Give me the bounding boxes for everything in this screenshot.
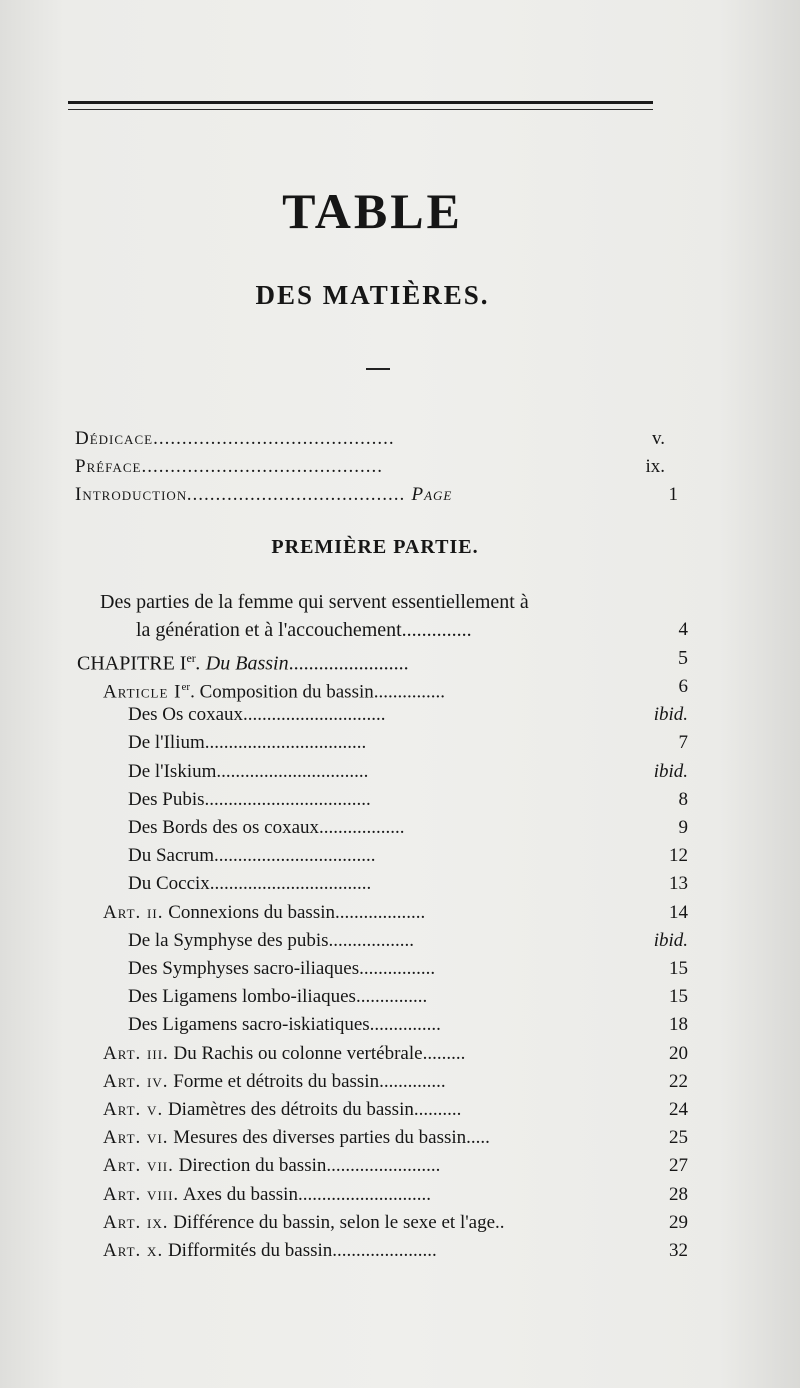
toc-page-number: 4 <box>678 619 688 640</box>
toc-entry-label: Forme et détroits du bassin.............. <box>168 1071 446 1092</box>
toc-entry-prefix: Article I <box>103 681 182 703</box>
toc-entry-label: De l'Iskium................................ <box>128 761 369 782</box>
toc-entry-label: Difformités du bassin...................... <box>163 1240 437 1261</box>
toc-entry <box>0 1011 800 1039</box>
toc-entry <box>0 786 800 814</box>
toc-entry <box>0 701 800 729</box>
toc-page-number: v. <box>651 428 665 449</box>
chapter-label: CHAPITRE I <box>77 652 187 675</box>
toc-entry-dedicace <box>0 425 800 453</box>
toc-page-number: 28 <box>669 1184 688 1205</box>
toc-entry <box>0 1068 800 1096</box>
toc-entry <box>0 1152 800 1180</box>
toc-page-number: 15 <box>669 986 688 1007</box>
toc-entry-prefix: Art. v. <box>103 1099 164 1120</box>
toc-entry-prefix-sup: er <box>181 681 191 693</box>
toc-entry-label: Mesures des diverses parties du bassin..... <box>168 1127 490 1148</box>
chapter-label-sup: er <box>186 651 196 665</box>
toc-page-number: 6 <box>678 676 688 697</box>
toc-entry <box>0 1237 800 1265</box>
toc-entry <box>0 983 800 1011</box>
toc-entry-label: Du Sacrum.................................. <box>128 845 376 866</box>
toc-page-number: ibid. <box>653 930 688 951</box>
toc-page-number: 1 <box>668 484 678 505</box>
toc-page-number: 25 <box>669 1127 688 1148</box>
toc-entry-prefix: Art. viii. <box>103 1184 180 1205</box>
toc-entry <box>0 899 800 927</box>
toc-entry <box>0 1181 800 1209</box>
toc-entry-label: Connexions du bassin................... <box>163 902 426 923</box>
toc-entry-label: Direction du bassin........................ <box>173 1155 441 1176</box>
chapter-title: . Du Bassin <box>195 652 289 675</box>
toc-page-number: ibid. <box>653 761 688 782</box>
toc-entry-label: Des Symphyses sacro-iliaques................ <box>128 958 436 979</box>
toc-entry-label: Du Coccix.................................. <box>128 873 372 894</box>
toc-entry <box>0 842 800 870</box>
toc-entry-prefix: Art. iv. <box>103 1071 169 1092</box>
toc-page-number: 8 <box>678 789 688 810</box>
page-title: TABLE <box>282 183 463 239</box>
toc-page-number: 24 <box>669 1099 688 1120</box>
toc-entry <box>0 673 800 701</box>
toc-page-number: 13 <box>669 873 688 894</box>
toc-entry-label: Des Bords des os coxaux.................. <box>128 817 405 838</box>
toc-page-number: 5 <box>678 647 688 669</box>
toc-page-number: 32 <box>669 1240 688 1261</box>
toc-page-number: 9 <box>678 817 688 838</box>
part-intro-line-2: la génération et à l'accouchement.............. <box>136 619 472 641</box>
toc-entry <box>0 1040 800 1068</box>
toc-page-number: 12 <box>669 845 688 866</box>
toc-entry-label: Différence du bassin, selon le sexe et l'age.. <box>168 1212 505 1233</box>
toc-entry-label: Du Rachis ou colonne vertébrale......... <box>168 1043 466 1064</box>
toc-page-number: ix. <box>645 456 665 477</box>
title-separator <box>366 368 390 370</box>
toc-entry-label: Axes du bassin............................ <box>179 1184 431 1205</box>
toc-chapter <box>0 644 800 675</box>
toc-entry <box>0 955 800 983</box>
toc-leaders: .......................................... <box>153 428 395 449</box>
toc-entry-label: Des Ligamens lombo-iliaques............... <box>128 986 428 1007</box>
toc-page-number: 14 <box>669 902 688 923</box>
toc-entry-prefix: Art. ii. <box>103 902 164 923</box>
toc-entry-label: Diamètres des détroits du bassin.......... <box>163 1099 462 1120</box>
toc-entry-label: . Composition du bassin............... <box>190 681 445 703</box>
toc-entry-prefix: Art. vii. <box>103 1155 174 1176</box>
toc-page-number: 15 <box>669 958 688 979</box>
toc-entry <box>0 1209 800 1237</box>
toc-page-number: 27 <box>669 1155 688 1176</box>
toc-entry-prefix: Art. x. <box>103 1240 164 1261</box>
toc-entry <box>0 758 800 786</box>
toc-entry-label: Dédicace <box>75 428 154 449</box>
toc-leaders: .......................................... <box>141 456 383 477</box>
toc-entry-preface <box>0 453 800 481</box>
toc-entry <box>0 729 800 757</box>
toc-entry-introduction <box>0 481 800 509</box>
toc-leaders: ...................................... Page <box>187 484 453 505</box>
toc-entry-label: Introduction <box>75 484 188 505</box>
page-subtitle: DES MATIÈRES. <box>255 280 490 310</box>
toc-page-number: 18 <box>669 1014 688 1035</box>
toc-entry <box>0 1124 800 1152</box>
toc-entry <box>0 1096 800 1124</box>
toc-page-number: 20 <box>669 1043 688 1064</box>
toc-leaders: ........................ <box>288 652 409 675</box>
toc-page-number: 29 <box>669 1212 688 1233</box>
toc-page-number: 7 <box>678 732 688 753</box>
toc-entry-label: Préface <box>75 456 142 477</box>
toc-page-number: ibid. <box>653 704 688 725</box>
header-double-rule <box>68 101 653 104</box>
toc-entry-label: De la Symphyse des pubis.................. <box>128 930 415 951</box>
toc-entry-prefix: Art. iii. <box>103 1043 169 1064</box>
part-heading: PREMIÈRE PARTIE. <box>271 536 479 558</box>
part-intro-line-1: Des parties de la femme qui servent essentiellement à <box>100 591 529 613</box>
toc-entry-label: De l'Ilium.................................. <box>128 732 367 753</box>
toc-entry-prefix: Art. ix. <box>103 1212 169 1233</box>
toc-entry-label: Des Pubis................................... <box>128 789 371 810</box>
toc-entry-label: Des Os coxaux.............................. <box>128 704 386 725</box>
toc-entry <box>0 927 800 955</box>
toc-entry <box>0 870 800 898</box>
toc-entry-label: Des Ligamens sacro-iskiatiques............... <box>128 1014 441 1035</box>
toc-entry <box>0 814 800 842</box>
toc-page-number: 22 <box>669 1071 688 1092</box>
part-intro-page-row <box>0 616 800 644</box>
toc-entry-prefix: Art. vi. <box>103 1127 169 1148</box>
